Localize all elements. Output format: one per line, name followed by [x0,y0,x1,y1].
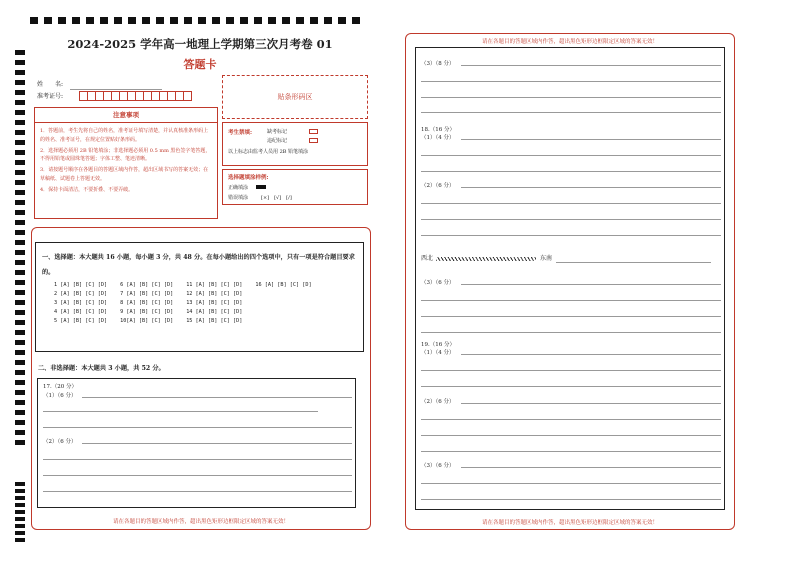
page-subtitle: 答题卡 [183,58,217,71]
choice-row-6[interactable]: 6 [A] [B] [C] [D] [120,282,174,288]
violation-label: 违纪标记 [267,138,288,144]
choice-grid [54,281,312,326]
answer-line[interactable] [461,65,721,66]
choice-row-5[interactable]: 5 [A] [B] [C] [D] [54,318,108,325]
choice-section [35,242,364,352]
answer-line[interactable] [461,354,721,355]
answer-line[interactable] [421,451,721,452]
notice-title: 注意事项 [113,111,139,119]
id-label: 准考证号: [37,93,64,100]
answer-line[interactable] [556,262,711,263]
choice-row-11[interactable]: 11 [A] [B] [C] [D] [186,282,243,288]
violation-mark[interactable] [309,138,318,143]
choice-row-15[interactable]: 15 [A] [B] [C] [D] [186,318,243,325]
answer-line[interactable] [421,499,721,500]
choice-column [54,281,107,326]
absent-mark[interactable] [309,129,318,134]
notice-item: 2．选择题必须用 2B 铅笔填涂；非选择题必须用 0.5 mm 黑色签字笔答题，不得用铅笔或圆珠笔答题；字体工整、笔迹清晰。 [40,147,211,163]
answer-line[interactable] [43,427,352,428]
choice-column [120,281,173,326]
answer-line[interactable] [421,235,721,236]
q19-sub3-label: （3）（6 分） [421,463,455,469]
answer-line[interactable] [421,316,721,317]
choice-heading: 一、选择题：本大题共 16 小题，每小题 3 分，共 48 分。在每小题给出的四个选项中，只有一项是符合题目要求的。 [42,254,355,276]
notice-item: 3．请按题号顺序在各题目的答题区域内作答，超出区域书写的答案无效；在草稿纸、试题卷上答题无效。 [40,167,209,182]
timing-marks-top [30,17,360,24]
q17-sub1-label: （1）（6 分） [43,393,77,399]
q19-sub2-label: （2）（6 分） [421,399,455,405]
q17-title: 17.（20 分） [43,384,77,390]
answer-line[interactable] [461,139,721,140]
timing-marks-left [15,50,25,445]
choice-row-4[interactable]: 4 [A] [B] [C] [D] [54,309,108,316]
answer-line[interactable] [461,187,721,188]
answer-line[interactable] [82,443,352,444]
answer-line[interactable] [461,284,721,285]
choice-row-9[interactable]: 9 [A] [B] [C] [D] [120,309,174,316]
answer-line[interactable] [421,483,721,484]
q19-sub1-label: （1）（4 分） [421,350,455,356]
correct-fill-label: 正确填涂 [228,185,249,191]
answer-line[interactable] [461,403,721,404]
q17-sub3-label: （3）（8 分） [421,61,455,67]
answer-line[interactable] [421,203,721,204]
answer-line[interactable] [421,81,721,82]
q17-box [37,378,356,508]
answer-line[interactable] [43,491,352,492]
southeast-label: 东南 [540,255,553,262]
answer-line[interactable] [421,155,721,156]
exam-status-box [222,122,368,166]
name-label: 姓 名: [37,81,64,88]
left-footer-note: 请在各题目的答题区域内作答，超出黑色矩形边框限定区域的答案无效！ [112,519,289,525]
answer-line[interactable] [461,467,721,468]
q18-sub2-label: （2）（6 分） [421,183,455,189]
right-answer-box [415,47,725,510]
answer-line[interactable] [421,171,721,172]
choice-row-2[interactable]: 2 [A] [B] [C] [D] [54,291,108,298]
q17-sub2-label: （2）（6 分） [43,439,77,445]
page-title: 2024-2025 学年高一地理上学期第三次月考卷 01 [67,37,333,51]
answer-line[interactable] [421,419,721,420]
choice-row-1[interactable]: 1 [A] [B] [C] [D] [54,282,108,288]
choice-row-10[interactable]: 10[A] [B] [C] [D] [120,318,174,325]
barcode-area [222,75,368,119]
correct-fill-sample [256,185,266,189]
answer-line[interactable] [421,97,721,98]
choice-row-14[interactable]: 14 [A] [B] [C] [D] [186,309,243,316]
barcode-label: 贴条形码区 [277,93,313,101]
answer-line[interactable] [421,435,721,436]
choice-row-3[interactable]: 3 [A] [B] [C] [D] [54,300,108,307]
wrong-fill-label: 错误填涂 [228,195,249,201]
q18-title: 18.（16 分） [421,127,455,133]
answer-line[interactable] [421,300,721,301]
id-cells[interactable] [79,91,191,101]
timing-marks-left-bottom [15,482,25,542]
choice-column [186,281,242,326]
choice-row-12[interactable]: 12 [A] [B] [C] [D] [186,291,243,298]
choice-row-8[interactable]: 8 [A] [B] [C] [D] [120,300,174,307]
answer-line[interactable] [421,112,721,113]
nonchoice-heading: 二、非选择题：本大题共 3 小题，共 52 分。 [38,365,165,372]
answer-line[interactable] [421,386,721,387]
answer-line[interactable] [421,332,721,333]
fill-example-title: 选择题填涂样例: [228,175,269,181]
notice-item: 4．保持卡面清洁，不要折叠、不要弄破。 [40,186,134,193]
choice-row-7[interactable]: 7 [A] [B] [C] [D] [120,291,174,298]
answer-line[interactable] [421,219,721,220]
exam-status-note: 以上标志由监考人员用 2B 铅笔填涂 [228,149,309,155]
right-footer-note: 请在各题目的答题区域内作答，超出黑色矩形边框限定区域的答案无效！ [481,520,658,526]
name-field[interactable] [70,89,162,90]
answer-line[interactable] [43,411,318,412]
northwest-label: 西北 [421,255,434,262]
choice-row-16[interactable]: 16 [A] [B] [C] [D] [255,282,312,288]
right-header-note: 请在各题目的答题区域内作答，超出黑色矩形边框限定区域的答案无效！ [481,39,658,45]
exam-status-label: 考生禁填: [228,130,253,136]
answer-line[interactable] [82,397,352,398]
answer-line[interactable] [43,475,352,476]
q18-sub3-label: （3）（6 分） [421,280,455,286]
fill-example-box [222,169,368,205]
wrong-fill-samples: [×] [√] [/] [261,195,292,201]
choice-column [255,281,311,326]
terrain-profile-hatch [436,257,536,261]
notice-item: 1．答题前，考生先将自己的姓名，准考证号填写清楚，并认真核准条形码上的姓名、准考证号，在规定位置贴好条形码。 [40,128,209,143]
answer-line[interactable] [43,459,352,460]
q19-title: 19.（16 分） [421,342,455,348]
choice-row-13[interactable]: 13 [A] [B] [C] [D] [186,300,243,307]
answer-line[interactable] [421,370,721,371]
q18-sub1-label: （1）（4 分） [421,135,455,141]
absent-label: 缺考标记 [267,129,288,135]
notice-box [34,107,218,219]
